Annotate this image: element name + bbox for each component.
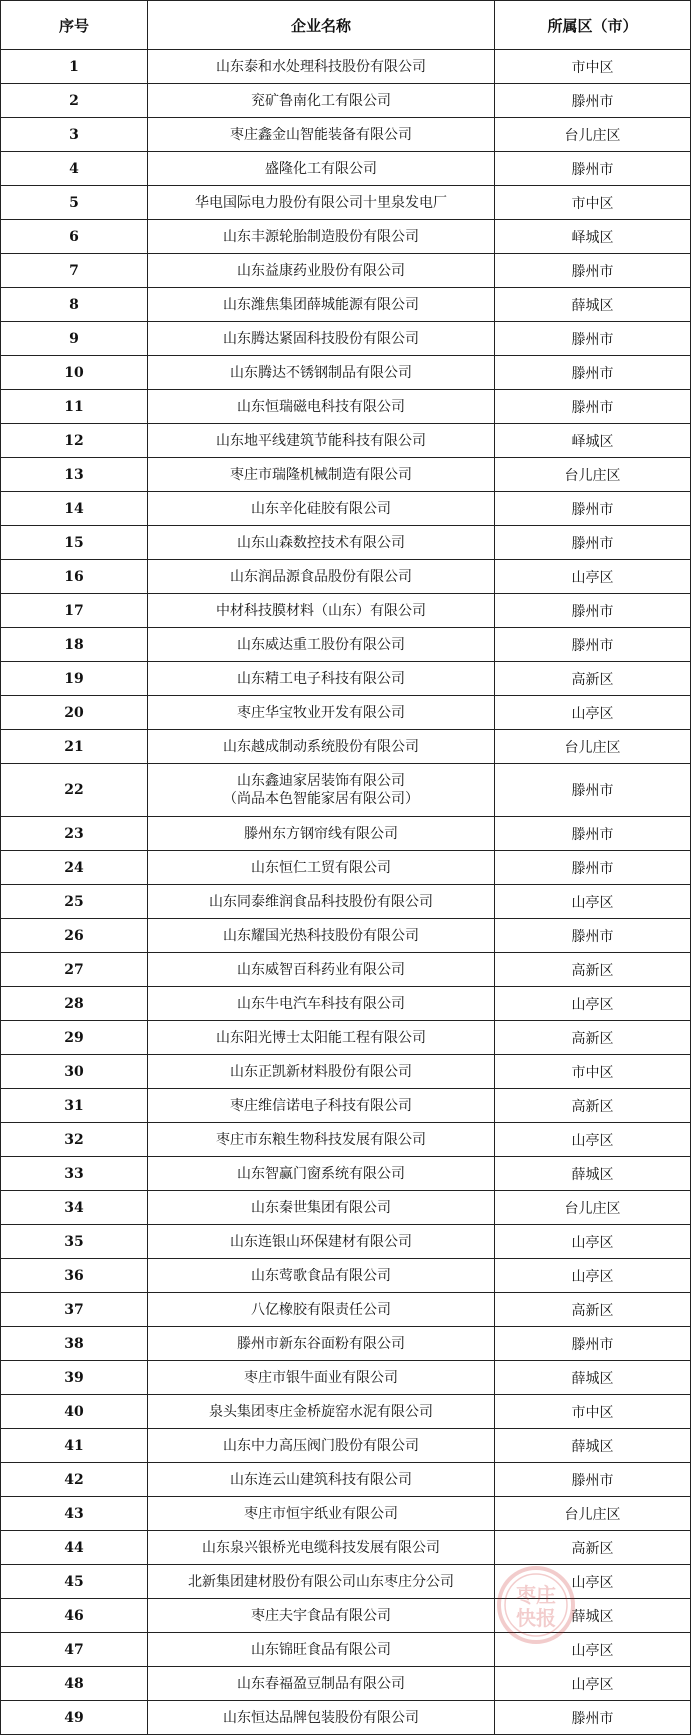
cell-name: 山东恒达品牌包装股份有限公司 xyxy=(148,1701,495,1735)
table-row xyxy=(1,322,691,356)
svg-text:枣庄: 枣庄 xyxy=(516,1583,556,1607)
cell-name: 枣庄华宝牧业开发有限公司 xyxy=(148,696,495,730)
cell-name: 华电国际电力股份有限公司十里泉发电厂 xyxy=(148,186,495,220)
cell-name: 山东威达重工股份有限公司 xyxy=(148,628,495,662)
table-row xyxy=(1,458,691,492)
table-row xyxy=(1,220,691,254)
table-row xyxy=(1,1531,691,1565)
table-row xyxy=(1,1055,691,1089)
cell-no: 8 xyxy=(1,288,148,322)
cell-district: 滕州市 xyxy=(495,322,691,356)
table-row xyxy=(1,1463,691,1497)
cell-district: 滕州市 xyxy=(495,84,691,118)
table-row xyxy=(1,1293,691,1327)
cell-no: 23 xyxy=(1,817,148,851)
cell-no: 41 xyxy=(1,1429,148,1463)
cell-district: 薛城区 xyxy=(495,1599,691,1633)
cell-no: 46 xyxy=(1,1599,148,1633)
cell-district: 山亭区 xyxy=(495,696,691,730)
table-row xyxy=(1,851,691,885)
cell-no: 5 xyxy=(1,186,148,220)
cell-no: 22 xyxy=(1,764,148,817)
cell-no: 9 xyxy=(1,322,148,356)
svg-text:快报: 快报 xyxy=(516,1606,556,1630)
cell-no: 44 xyxy=(1,1531,148,1565)
cell-no: 20 xyxy=(1,696,148,730)
cell-name: 山东精工电子科技有限公司 xyxy=(148,662,495,696)
table-row xyxy=(1,1123,691,1157)
cell-district: 滕州市 xyxy=(495,526,691,560)
cell-no: 3 xyxy=(1,118,148,152)
cell-name: 山东潍焦集团薛城能源有限公司 xyxy=(148,288,495,322)
table-row xyxy=(1,152,691,186)
cell-district: 薛城区 xyxy=(495,1157,691,1191)
cell-district: 山亭区 xyxy=(495,1633,691,1667)
cell-district: 市中区 xyxy=(495,1055,691,1089)
table-row xyxy=(1,1089,691,1123)
cell-district: 山亭区 xyxy=(495,1259,691,1293)
cell-district: 山亭区 xyxy=(495,1225,691,1259)
cell-no: 7 xyxy=(1,254,148,288)
cell-name: 山东山森数控技术有限公司 xyxy=(148,526,495,560)
table-row xyxy=(1,1667,691,1701)
cell-district: 台儿庄区 xyxy=(495,458,691,492)
cell-no: 32 xyxy=(1,1123,148,1157)
cell-no: 49 xyxy=(1,1701,148,1735)
table-row xyxy=(1,1225,691,1259)
table-row xyxy=(1,1021,691,1055)
table-row xyxy=(1,987,691,1021)
table-row xyxy=(1,730,691,764)
cell-name: 山东智赢门窗系统有限公司 xyxy=(148,1157,495,1191)
cell-district: 滕州市 xyxy=(495,851,691,885)
table-body xyxy=(1,50,691,1735)
cell-district: 滕州市 xyxy=(495,390,691,424)
cell-name: 北新集团建材股份有限公司山东枣庄分公司 xyxy=(148,1565,495,1599)
cell-name: 山东地平线建筑节能科技有限公司 xyxy=(148,424,495,458)
cell-district: 峄城区 xyxy=(495,220,691,254)
cell-district: 市中区 xyxy=(495,50,691,84)
table-row xyxy=(1,817,691,851)
cell-district: 高新区 xyxy=(495,1089,691,1123)
table-row xyxy=(1,84,691,118)
cell-name: 山东秦世集团有限公司 xyxy=(148,1191,495,1225)
cell-no: 21 xyxy=(1,730,148,764)
cell-name: 盛隆化工有限公司 xyxy=(148,152,495,186)
table-row xyxy=(1,662,691,696)
cell-district: 薛城区 xyxy=(495,288,691,322)
cell-no: 11 xyxy=(1,390,148,424)
cell-district: 市中区 xyxy=(495,1395,691,1429)
table-row xyxy=(1,492,691,526)
table-row xyxy=(1,1191,691,1225)
header-no: 序号 xyxy=(1,1,148,50)
cell-name: 山东牛电汽车科技有限公司 xyxy=(148,987,495,1021)
cell-district: 高新区 xyxy=(495,953,691,987)
cell-no: 48 xyxy=(1,1667,148,1701)
cell-no: 19 xyxy=(1,662,148,696)
table-row xyxy=(1,560,691,594)
cell-no: 13 xyxy=(1,458,148,492)
table-row xyxy=(1,390,691,424)
table-header xyxy=(1,1,691,50)
table-row xyxy=(1,885,691,919)
table-row xyxy=(1,696,691,730)
header-district: 所属区（市） xyxy=(495,1,691,50)
cell-name: 山东连云山建筑科技有限公司 xyxy=(148,1463,495,1497)
table-row xyxy=(1,1157,691,1191)
cell-no: 40 xyxy=(1,1395,148,1429)
cell-name: 山东正凯新材料股份有限公司 xyxy=(148,1055,495,1089)
cell-name: 八亿橡胶有限责任公司 xyxy=(148,1293,495,1327)
cell-name: 枣庄鑫金山智能装备有限公司 xyxy=(148,118,495,152)
cell-district: 滕州市 xyxy=(495,1701,691,1735)
cell-name: 滕州东方钢帘线有限公司 xyxy=(148,817,495,851)
cell-name: 山东锦旺食品有限公司 xyxy=(148,1633,495,1667)
cell-name: 滕州市新东谷面粉有限公司 xyxy=(148,1327,495,1361)
cell-name: 山东恒瑞磁电科技有限公司 xyxy=(148,390,495,424)
cell-no: 42 xyxy=(1,1463,148,1497)
cell-district: 高新区 xyxy=(495,662,691,696)
cell-no: 27 xyxy=(1,953,148,987)
cell-no: 39 xyxy=(1,1361,148,1395)
cell-name-line1: 山东鑫迪家居装饰有限公司 xyxy=(237,773,405,789)
cell-name: 山东连银山环保建材有限公司 xyxy=(148,1225,495,1259)
cell-district: 滕州市 xyxy=(495,254,691,288)
cell-no: 45 xyxy=(1,1565,148,1599)
cell-no: 16 xyxy=(1,560,148,594)
cell-no: 36 xyxy=(1,1259,148,1293)
cell-name: 中材科技膜材料（山东）有限公司 xyxy=(148,594,495,628)
cell-district: 高新区 xyxy=(495,1021,691,1055)
cell-district: 滕州市 xyxy=(495,628,691,662)
table-row xyxy=(1,1327,691,1361)
cell-no: 2 xyxy=(1,84,148,118)
table-row xyxy=(1,1565,691,1599)
cell-name: 枣庄市东粮生物科技发展有限公司 xyxy=(148,1123,495,1157)
cell-name: 山东中力高压阀门股份有限公司 xyxy=(148,1429,495,1463)
table-row xyxy=(1,118,691,152)
table-row xyxy=(1,594,691,628)
table-row xyxy=(1,288,691,322)
cell-no: 24 xyxy=(1,851,148,885)
cell-district: 台儿庄区 xyxy=(495,730,691,764)
cell-no: 12 xyxy=(1,424,148,458)
cell-name-line2: （尚品本色智能家居有限公司） xyxy=(223,791,419,807)
table-row xyxy=(1,1361,691,1395)
cell-name: 枣庄夫宇食品有限公司 xyxy=(148,1599,495,1633)
cell-no: 10 xyxy=(1,356,148,390)
cell-name: 山东耀国光热科技股份有限公司 xyxy=(148,919,495,953)
cell-district: 滕州市 xyxy=(495,594,691,628)
cell-district: 山亭区 xyxy=(495,560,691,594)
cell-name: 山东腾达不锈钢制品有限公司 xyxy=(148,356,495,390)
cell-name: 枣庄维信诺电子科技有限公司 xyxy=(148,1089,495,1123)
cell-no: 37 xyxy=(1,1293,148,1327)
table-row xyxy=(1,424,691,458)
table-row xyxy=(1,1395,691,1429)
cell-no: 38 xyxy=(1,1327,148,1361)
cell-no: 47 xyxy=(1,1633,148,1667)
cell-district: 滕州市 xyxy=(495,919,691,953)
cell-district: 市中区 xyxy=(495,186,691,220)
cell-district: 滕州市 xyxy=(495,1463,691,1497)
cell-name: 山东阳光博士太阳能工程有限公司 xyxy=(148,1021,495,1055)
table-row xyxy=(1,1633,691,1667)
cell-no: 18 xyxy=(1,628,148,662)
table-row xyxy=(1,526,691,560)
table-row xyxy=(1,1259,691,1293)
cell-no: 4 xyxy=(1,152,148,186)
cell-name: 山东越成制动系统股份有限公司 xyxy=(148,730,495,764)
cell-no: 34 xyxy=(1,1191,148,1225)
cell-district: 滕州市 xyxy=(495,356,691,390)
cell-name: 山东威智百科药业有限公司 xyxy=(148,953,495,987)
table-row xyxy=(1,764,691,817)
cell-district: 峄城区 xyxy=(495,424,691,458)
cell-name: 山东腾达紧固科技股份有限公司 xyxy=(148,322,495,356)
cell-district: 山亭区 xyxy=(495,1565,691,1599)
cell-name: 枣庄市瑞隆机械制造有限公司 xyxy=(148,458,495,492)
table-row xyxy=(1,356,691,390)
cell-district: 台儿庄区 xyxy=(495,1497,691,1531)
table-row xyxy=(1,50,691,84)
cell-no: 35 xyxy=(1,1225,148,1259)
cell-name: 山东恒仁工贸有限公司 xyxy=(148,851,495,885)
table-row xyxy=(1,919,691,953)
cell-no: 33 xyxy=(1,1157,148,1191)
cell-no: 26 xyxy=(1,919,148,953)
cell-district: 高新区 xyxy=(495,1531,691,1565)
cell-district: 滕州市 xyxy=(495,764,691,817)
cell-no: 1 xyxy=(1,50,148,84)
cell-district: 台儿庄区 xyxy=(495,118,691,152)
cell-name: 山东春福盈豆制品有限公司 xyxy=(148,1667,495,1701)
cell-name: 山东同泰维润食品科技股份有限公司 xyxy=(148,885,495,919)
cell-no: 25 xyxy=(1,885,148,919)
cell-name: 枣庄市银牛面业有限公司 xyxy=(148,1361,495,1395)
cell-district: 滕州市 xyxy=(495,152,691,186)
table-row xyxy=(1,186,691,220)
table-row xyxy=(1,1429,691,1463)
cell-name xyxy=(148,764,495,817)
table-row xyxy=(1,1701,691,1735)
cell-no: 28 xyxy=(1,987,148,1021)
cell-name: 兖矿鲁南化工有限公司 xyxy=(148,84,495,118)
cell-no: 43 xyxy=(1,1497,148,1531)
cell-district: 薛城区 xyxy=(495,1361,691,1395)
table-row xyxy=(1,1497,691,1531)
cell-no: 14 xyxy=(1,492,148,526)
cell-district: 山亭区 xyxy=(495,1123,691,1157)
cell-district: 高新区 xyxy=(495,1293,691,1327)
header-name: 企业名称 xyxy=(148,1,495,50)
cell-no: 29 xyxy=(1,1021,148,1055)
cell-name: 山东润品源食品股份有限公司 xyxy=(148,560,495,594)
header-row xyxy=(1,1,691,50)
cell-district: 滕州市 xyxy=(495,492,691,526)
table-row xyxy=(1,628,691,662)
cell-no: 17 xyxy=(1,594,148,628)
cell-no: 15 xyxy=(1,526,148,560)
table-row xyxy=(1,254,691,288)
cell-district: 滕州市 xyxy=(495,1327,691,1361)
cell-name: 山东泰和水处理科技股份有限公司 xyxy=(148,50,495,84)
cell-name: 山东益康药业股份有限公司 xyxy=(148,254,495,288)
cell-district: 薛城区 xyxy=(495,1429,691,1463)
cell-district: 山亭区 xyxy=(495,987,691,1021)
cell-name: 山东莺歌食品有限公司 xyxy=(148,1259,495,1293)
cell-name: 山东泉兴银桥光电缆科技发展有限公司 xyxy=(148,1531,495,1565)
cell-no: 6 xyxy=(1,220,148,254)
cell-name: 山东辛化硅胶有限公司 xyxy=(148,492,495,526)
cell-name: 枣庄市恒宇纸业有限公司 xyxy=(148,1497,495,1531)
cell-district: 台儿庄区 xyxy=(495,1191,691,1225)
cell-district: 山亭区 xyxy=(495,885,691,919)
cell-district: 山亭区 xyxy=(495,1667,691,1701)
cell-no: 30 xyxy=(1,1055,148,1089)
cell-district: 滕州市 xyxy=(495,817,691,851)
table-row xyxy=(1,1599,691,1633)
cell-name: 山东丰源轮胎制造股份有限公司 xyxy=(148,220,495,254)
table-row xyxy=(1,953,691,987)
cell-name: 泉头集团枣庄金桥旋窑水泥有限公司 xyxy=(148,1395,495,1429)
cell-no: 31 xyxy=(1,1089,148,1123)
